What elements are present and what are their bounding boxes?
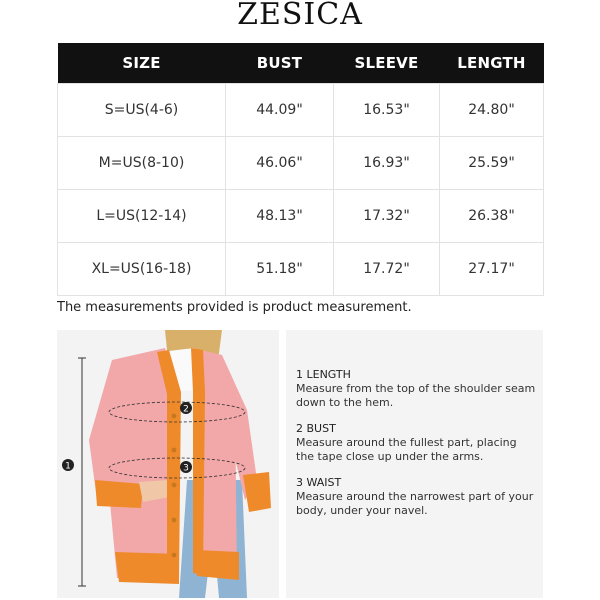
cell-length: 25.59" <box>440 137 544 190</box>
cell-sleeve: 17.72" <box>334 243 440 296</box>
cell-size: S=US(4-6) <box>58 84 226 137</box>
measurement-guide <box>286 330 543 598</box>
cell-bust: 48.13" <box>226 190 334 243</box>
guide-bust <box>296 422 536 464</box>
brand-logo: ZESICA <box>237 0 363 32</box>
table-row <box>58 190 544 243</box>
cell-length: 27.17" <box>440 243 544 296</box>
guide-length <box>296 368 536 410</box>
cell-sleeve: 17.32" <box>334 190 440 243</box>
table-row <box>58 84 544 137</box>
header-bust: BUST <box>226 43 334 84</box>
cell-bust: 44.09" <box>226 84 334 137</box>
cell-length: 26.38" <box>440 190 544 243</box>
cell-length: 24.80" <box>440 84 544 137</box>
table-row <box>58 243 544 296</box>
header-sleeve: SLEEVE <box>334 43 440 84</box>
guide-length-desc: Measure from the top of the shoulder seam down to the hem. <box>296 382 536 409</box>
table-header-row <box>58 43 544 84</box>
cardigan-illustration <box>57 330 279 598</box>
cell-size: L=US(12-14) <box>58 190 226 243</box>
marker-2: 2 <box>183 404 189 415</box>
header-length: LENGTH <box>440 43 544 84</box>
marker-3: 3 <box>183 463 189 474</box>
guide-waist-desc: Measure around the narrowest part of your body, under your navel. <box>296 490 534 517</box>
cell-size: M=US(8-10) <box>58 137 226 190</box>
header-size: SIZE <box>58 43 226 84</box>
guide-waist <box>296 476 536 518</box>
cell-sleeve: 16.93" <box>334 137 440 190</box>
table-row <box>58 137 544 190</box>
measurement-note: The measurements provided is product measurement. <box>57 300 412 315</box>
guide-bust-title: 2 BUST <box>296 422 336 435</box>
cell-sleeve: 16.53" <box>334 84 440 137</box>
guide-waist-title: 3 WAIST <box>296 476 342 489</box>
cell-bust: 46.06" <box>226 137 334 190</box>
guide-bust-desc: Measure around the fullest part, placing the tape close up under the arms. <box>296 436 517 463</box>
guide-length-title: 1 LENGTH <box>296 368 351 381</box>
cell-bust: 51.18" <box>226 243 334 296</box>
cell-size: XL=US(16-18) <box>58 243 226 296</box>
size-chart-table <box>57 43 544 296</box>
marker-1: 1 <box>65 461 71 472</box>
model-photo <box>57 330 279 598</box>
